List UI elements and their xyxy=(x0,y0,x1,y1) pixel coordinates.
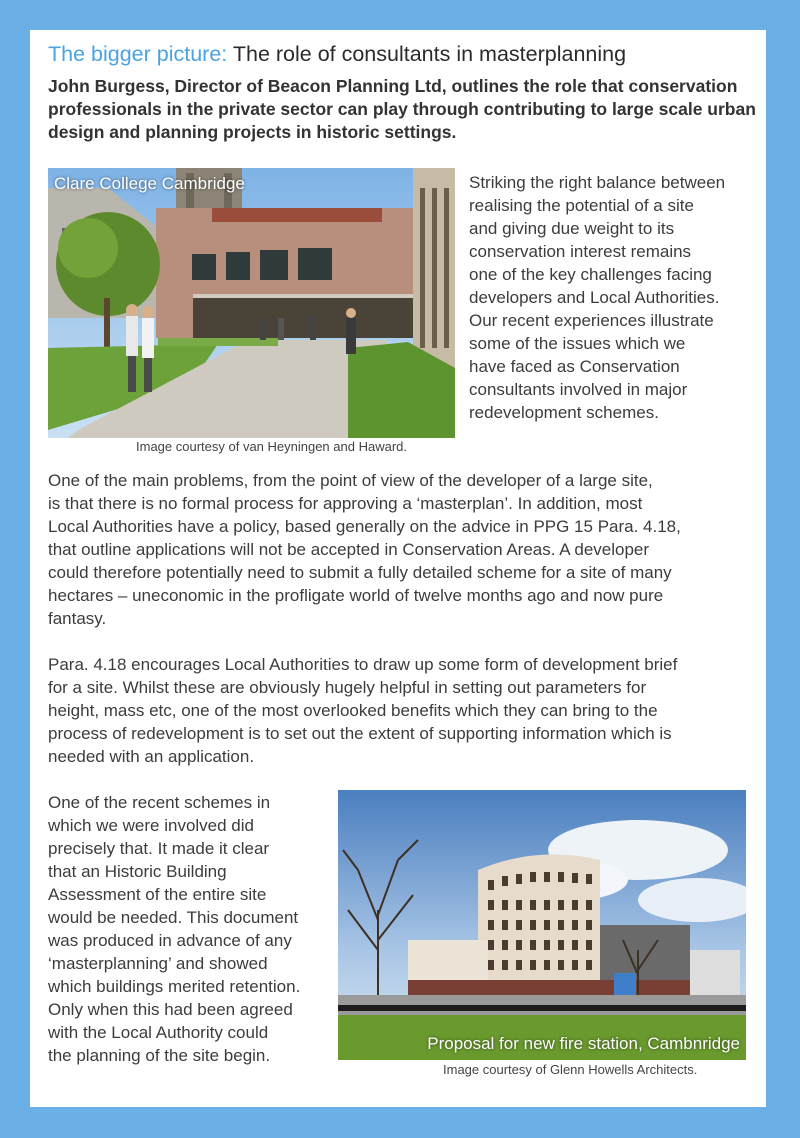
p4-line: ‘masterplanning’ and showed xyxy=(48,954,268,973)
photo2-caption: Image courtesy of Glenn Howells Architects. xyxy=(443,1062,698,1077)
p1-line: some of the issues which we xyxy=(469,334,686,353)
p1-line: one of the key challenges facing xyxy=(469,265,712,284)
photo2-label: Proposal for new fire station, Cambnridge xyxy=(427,1034,740,1053)
p4-line: would be needed. This document xyxy=(48,908,299,927)
p4-line: that an Historic Building xyxy=(48,862,227,881)
p3-line: Para. 4.18 encourages Local Authorities to draw up some form of development brief xyxy=(48,655,678,674)
p4-line: the planning of the site begin. xyxy=(48,1046,271,1065)
p3-line: for a site. Whilst these are obviously hugely helpful in setting out parameters for xyxy=(48,678,647,697)
p4-line: was produced in advance of any xyxy=(48,931,292,950)
clare-college-illustration xyxy=(48,168,455,438)
p2-line: that outline applications will not be accepted in Conservation Areas. A developer xyxy=(48,540,650,559)
p2-line: fantasy. xyxy=(48,609,107,628)
p3-line: height, mass etc, one of the most overlooked benefits which they can bring to the xyxy=(48,701,658,720)
article-title xyxy=(48,40,768,68)
photo1-caption: Image courtesy of van Heyningen and Haward. xyxy=(136,439,407,454)
paragraph-1 xyxy=(469,171,765,424)
p1-line: Our recent experiences illustrate xyxy=(469,311,714,330)
p4-line: One of the recent schemes in xyxy=(48,793,271,812)
p3-line: process of redevelopment is to set out the extent of supporting information which is xyxy=(48,724,672,743)
p1-line: and giving due weight to its xyxy=(469,219,675,238)
p2-line: is that there is no formal process for approving a ‘masterplan’. In addition, most xyxy=(48,494,643,513)
p1-line: consultants involved in major xyxy=(469,380,688,399)
clare-college-photo xyxy=(48,168,455,438)
p2-line: Local Authorities have a policy, based generally on the advice in PPG 15 Para. 4.18, xyxy=(48,517,681,536)
paragraph-3 xyxy=(48,653,764,768)
paragraph-4 xyxy=(48,791,334,1067)
intro-standfirst: John Burgess, Director of Beacon Planning Ltd, outlines the role that conservation professionals in the private sector can play through contributing to large scale urban design and planning projects in historic settings. xyxy=(48,76,756,142)
p4-line: Assessment of the entire site xyxy=(48,885,267,904)
title-accent: The bigger picture: xyxy=(48,42,228,66)
fire-station-photo xyxy=(338,790,746,1060)
p4-line: Only when this had been agreed xyxy=(48,1000,293,1019)
p4-line: precisely that. It made it clear xyxy=(48,839,270,858)
photo1-label: Clare College Cambridge xyxy=(54,174,245,193)
fire-station-illustration xyxy=(338,790,746,1060)
p2-line: hectares – uneconomic in the profligate world of twelve months ago and now pure xyxy=(48,586,664,605)
p1-line: have faced as Conservation xyxy=(469,357,680,376)
p4-line: which we were involved did xyxy=(48,816,254,835)
p1-line: conservation interest remains xyxy=(469,242,692,261)
p1-line: developers and Local Authorities. xyxy=(469,288,720,307)
p1-line: redevelopment schemes. xyxy=(469,403,659,422)
p4-line: with the Local Authority could xyxy=(48,1023,269,1042)
paragraph-2 xyxy=(48,469,764,630)
p1-line: realising the potential of a site xyxy=(469,196,694,215)
p2-line: One of the main problems, from the point of view of the developer of a large site, xyxy=(48,471,653,490)
p1-line: Striking the right balance between xyxy=(469,173,726,192)
p4-line: which buildings merited retention. xyxy=(48,977,301,996)
p2-line: could therefore potentially need to submit a fully detailed scheme for a site of many xyxy=(48,563,672,582)
title-main: The role of consultants in masterplanning xyxy=(227,42,627,66)
p3-line: needed with an application. xyxy=(48,747,255,766)
